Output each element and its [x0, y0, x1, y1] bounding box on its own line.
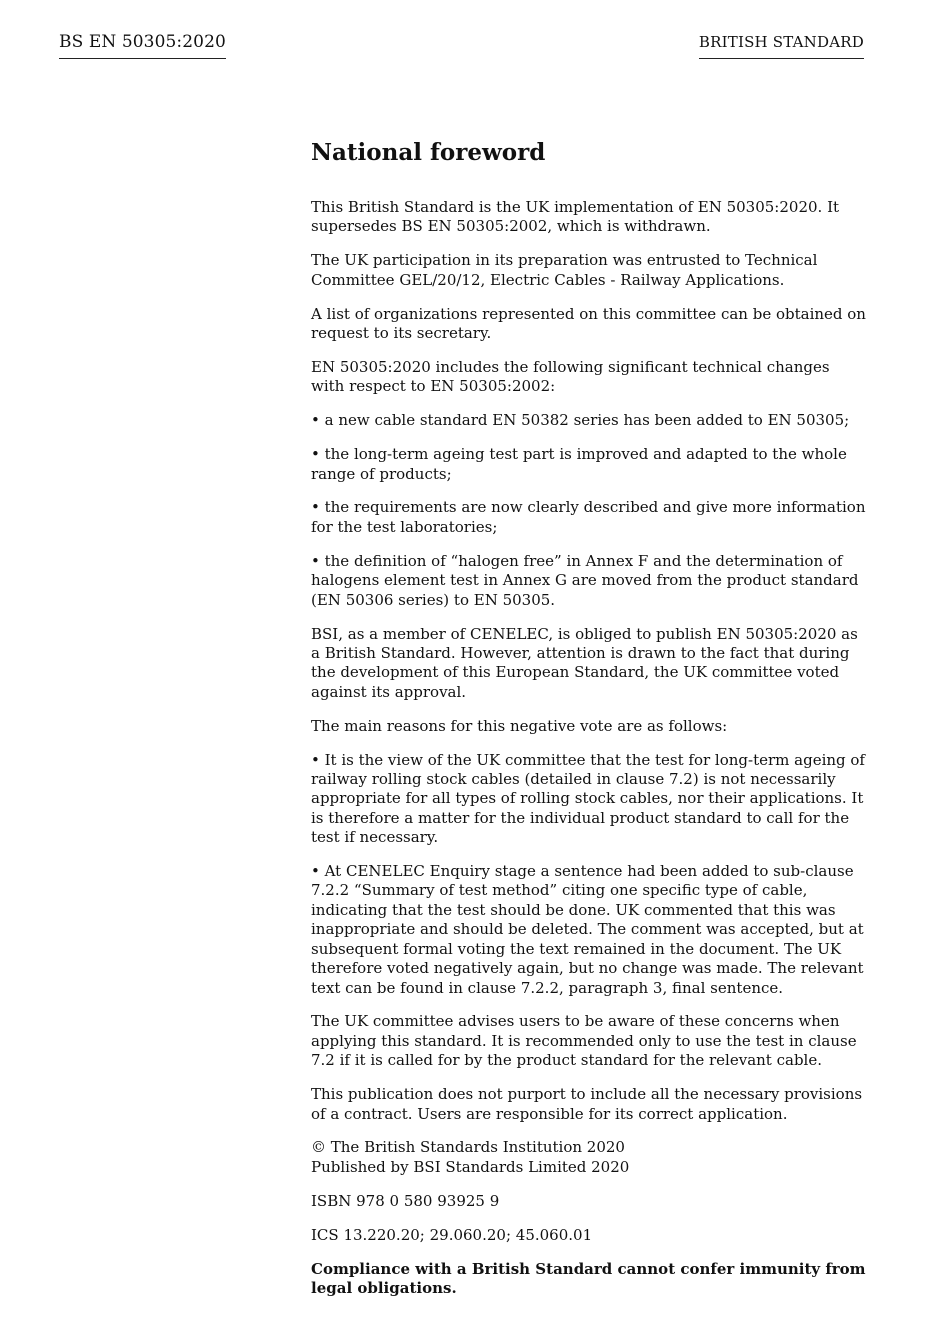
bullet-change-2: • the long-term ageing test part is improved and adapted to the whole range of products;	[311, 445, 847, 483]
document-type: BRITISH STANDARD	[699, 31, 864, 59]
bullet-reason-2: • At CENELEC Enquiry stage a sentence had been added to sub-clause 7.2.2 “Summary of test method” citing one specific type of cable, indicating that the test should be done. UK commented that this was inappropriate and should be deleted. The comment was accepted, but at subsequent formal voting the text remained in the document. The UK therefore voted negatively again, but no change was made. The relevant text can be found in clause 7.2.2, paragraph 3, final sentence.	[311, 862, 864, 997]
bullet-change-3: • the requirements are now clearly described and give more information for the test laboratories;	[311, 498, 866, 536]
paragraph-provisions: This publication does not purport to include all the necessary provisions of a contract. Users are responsible for its correct application.	[311, 1085, 863, 1123]
bullet-change-1: • a new cable standard EN 50382 series has been added to EN 50305;	[311, 411, 850, 430]
copyright-block	[311, 1138, 867, 1177]
bullet-reason-1: • It is the view of the UK committee that the test for long-term ageing of railway rolling stock cables (detailed in clause 7.2) is not necessarily appropriate for all types of rolling stock cables, nor their applications. It is therefore a matter for the individual product standard to call for the test if necessary.	[311, 750, 865, 847]
paragraph-reasons-intro: The main reasons for this negative vote are as follows:	[311, 716, 728, 735]
bullet-change-4: • the definition of “halogen free” in Annex F and the determination of halogens element test in Annex G are moved from the product standard (EN 50306 series) to EN 50305.	[311, 551, 859, 609]
paragraph-organizations: A list of organizations represented on this committee can be obtained on request to its secretary.	[311, 304, 866, 343]
isbn: ISBN 978 0 580 93925 9	[311, 1191, 500, 1210]
publisher-line: Published by BSI Standards Limited 2020	[311, 1157, 630, 1176]
page-title: National foreword	[311, 139, 546, 166]
copyright-line: © The British Standards Institution 2020	[311, 1138, 625, 1157]
paragraph-advice: The UK committee advises users to be aware of these concerns when applying this standard. It is recommended only to use the test in clause 7.2 if it is called for by the product standard for the relevant cable.	[311, 1012, 857, 1070]
document-code: BS EN 50305:2020	[59, 30, 226, 59]
paragraph-committee: The UK participation in its preparation was entrusted to Technical Committee GEL/20/12, Electric Cables - Railway Applications.	[311, 251, 818, 289]
paragraph-changes-intro: EN 50305:2020 includes the following significant technical changes with respect to EN 50305:2002:	[311, 357, 830, 396]
ics-codes: ICS 13.220.20; 29.060.20; 45.060.01	[311, 1225, 593, 1244]
paragraph-bsi-obligation: BSI, as a member of CENELEC, is obliged to publish EN 50305:2020 as a British Standard. However, attention is drawn to the fact that during the development of this European Standard, the UK committee voted against its approval.	[311, 624, 858, 701]
foreword-body	[311, 136, 867, 1313]
paragraph-implementation: This British Standard is the UK implementation of EN 50305:2020. It supersedes BS EN 50305:2002, which is withdrawn.	[311, 198, 840, 236]
compliance-statement: Compliance with a British Standard cannot confer immunity from legal obligations.	[311, 1259, 866, 1297]
